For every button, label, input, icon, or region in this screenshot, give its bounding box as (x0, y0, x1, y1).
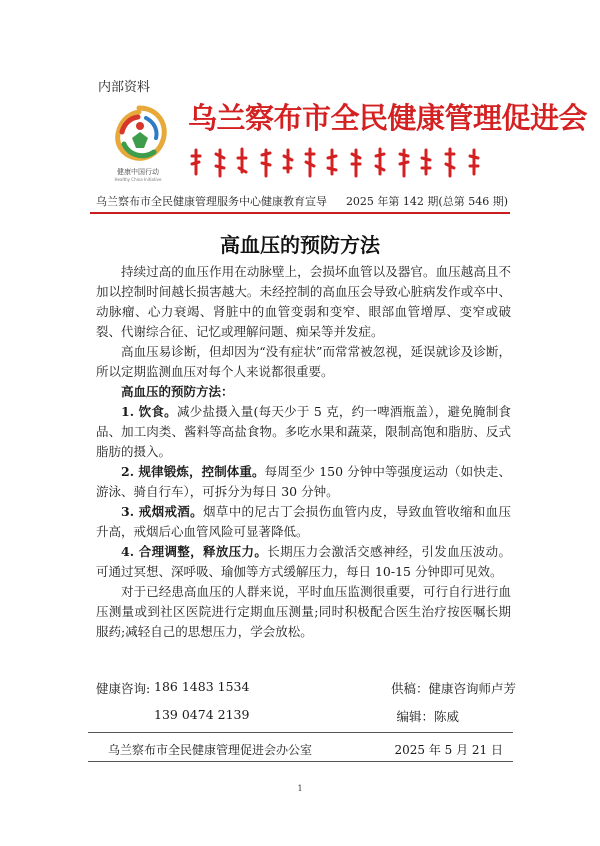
diagnosis-paragraph: 高血压易诊断，但却因为“没有症状”而常常被忽视，延误就诊及诊断，所以定期监测血压对每个人来说都很重要。 (96, 344, 511, 379)
internal-label: 内部资料 (98, 80, 151, 95)
issue-line (96, 193, 508, 209)
contact-phone-1: 186 1483 1534 (154, 679, 250, 694)
method-item: 2. 规律锻炼，控制体重。每周至少 150 分钟中等强度运动（如快走、游泳、骑自行车），可拆分为每日 30 分钟。 (96, 464, 511, 499)
header-divider (90, 212, 510, 214)
method-item: 3. 戒烟戒酒。烟草中的尼古丁会损伤血管内皮，导致血管收缩和血压升高，戒烟后心血管风险可显著降低。 (96, 504, 511, 539)
editor: 编辑：陈威 (396, 709, 459, 724)
footer-date: 2025 年 5 月 21 日 (394, 743, 503, 757)
contact-phone-2: 139 0474 2139 (154, 707, 250, 722)
article-body (96, 262, 511, 642)
contact-row-2 (96, 707, 516, 725)
logo-caption: 健康中国行动 (117, 168, 159, 176)
supplier: 供稿：健康咨询师卢芳 (390, 681, 516, 696)
footer-divider-top (88, 732, 513, 733)
closing-paragraph: 对于已经患高血压的人群来说，平时血压监测很重要，可行自行进行血压测量或到社区医院进行定期血压测量;同时积极配合医生治疗按医嘱长期服药;减轻自己的思想压力，学会放松。 (96, 584, 511, 639)
logo-subcaption: Healthy China Initiative (114, 177, 162, 182)
org-title: 乌兰察布市全民健康管理促进会 (188, 101, 588, 135)
contact-label: 健康咨询: (96, 681, 151, 696)
footer (108, 741, 503, 758)
method-item: 4. 合理调整，释放压力。长期压力会激活交感神经，引发血压波动。可通过冥想、深呼吸、瑜伽等方式缓解压力，每日 10-15 分钟即可见效。 (96, 544, 511, 579)
mongolian-script-title (190, 146, 490, 180)
method-item: 1. 饮食。减少盐摄入量(每天少于 5 克，约一啤酒瓶盖），避免腌制食品、加工肉类、酱料等高盐食物。多吃水果和蔬菜，限制高饱和脂肪、反式脂肪的摄入。 (96, 404, 512, 459)
issue-number: 2025 年第 142 期(总第 546 期) (345, 195, 508, 208)
contact-row-1 (96, 679, 516, 697)
health-china-logo (108, 104, 170, 166)
intro-paragraph: 持续过高的血压作用在动脉壁上，会损坏血管以及器官。血压越高且不加以控制时间越长损害越大。未经控制的高血压会导致心脏病发作或卒中、动脉瘤、心力衰竭、肾脏中的血管变弱和变窄、眼部血管增厚、变窄或破裂、代谢综合征、记忆或理解问题、痴呆等并发症。 (96, 264, 511, 339)
page-number: 1 (297, 784, 303, 793)
methods-heading: 高血压的预防方法： (121, 384, 234, 399)
article-title: 高血压的预防方法 (220, 233, 380, 257)
footer-divider-bottom (88, 761, 513, 762)
publisher: 乌兰察布市全民健康管理服务中心健康教育宣导 (96, 195, 327, 208)
footer-office: 乌兰察布市全民健康管理促进会办公室 (108, 743, 313, 757)
